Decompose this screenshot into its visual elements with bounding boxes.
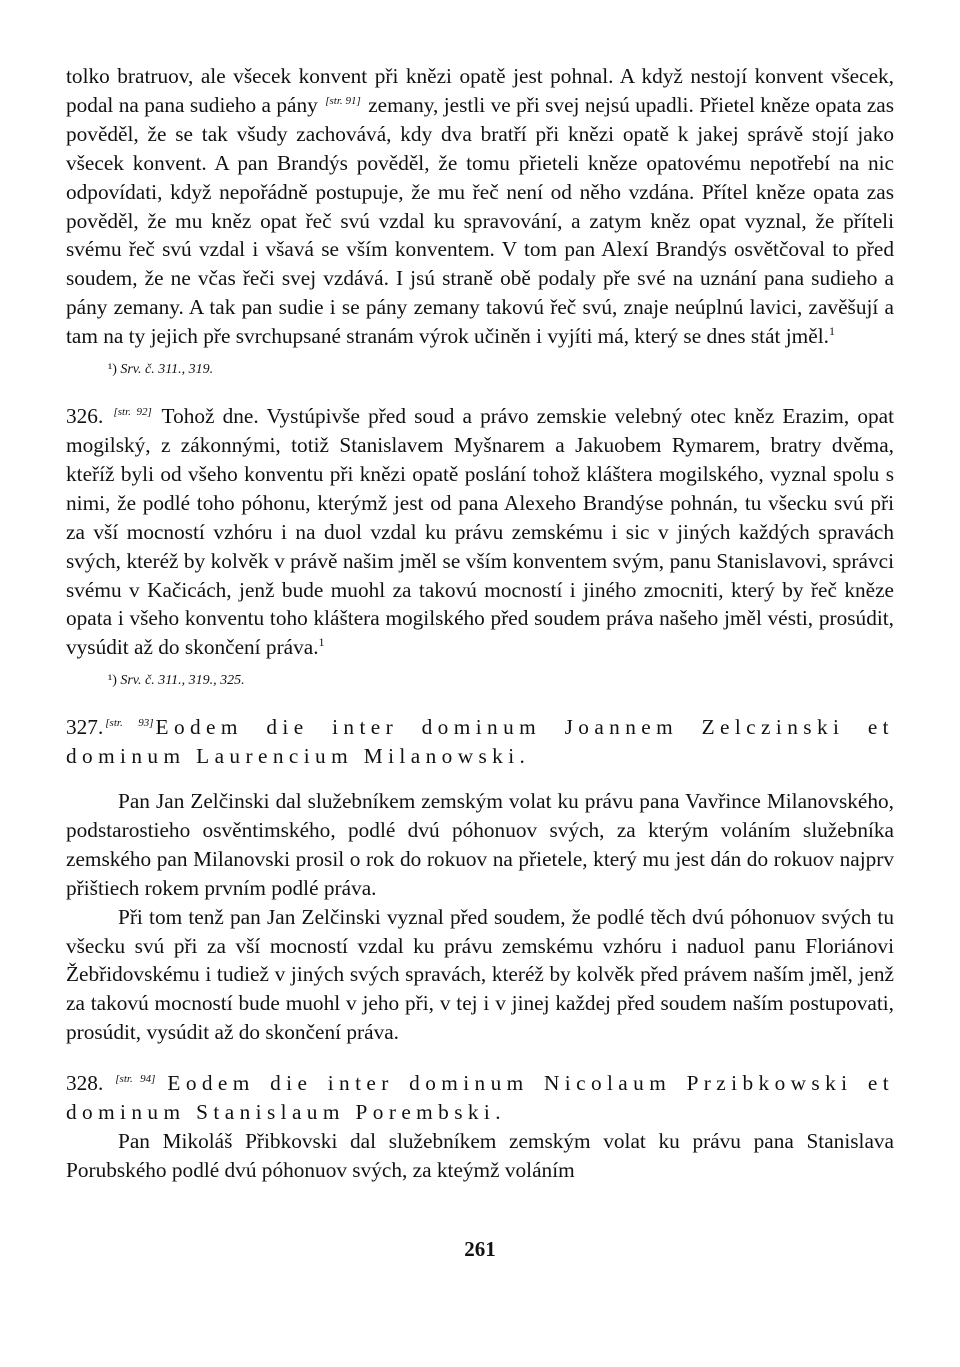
footnote-1 xyxy=(66,360,894,380)
section-327-number: 327. xyxy=(66,715,104,740)
section-328-number: 328. xyxy=(66,1071,104,1096)
footnote-1-text: Srv. č. 311., 319. xyxy=(120,362,214,378)
section-327-title: Eodem die inter dominum Joannem Zelczinski et dominum Laurencium Milanowski. xyxy=(66,715,894,769)
footnote-2-text: Srv. č. 311., 319., 325. xyxy=(120,673,245,689)
p1-text-a: tolko bratruov, ale všecek konvent při knězi opatě jest pohnal. A když nestojí konvent všecek, podal na pana sudieho a pány xyxy=(66,64,894,117)
section-327-heading xyxy=(66,713,894,771)
section-327-paragraph-2: Při tom tenž pan Jan Zelčinski vyznal před soudem, že podlé těch dvú póhonuov svých tu všecku svú při za vší mocností vzdal ku právu zemskému vzhóru i naduol panu Floriánovi Žebřidovskému i tudiež v jiných svých spravách, kteréž by kolvěk před právem naším jměl, jenž za takovú mocností bude muohl v jeho při, v tej i v jinej každej před soudem naším postupovati, prosúdit, vysúdit až do skončení práva. xyxy=(66,904,894,1045)
page-ref-94: [str. 94] xyxy=(115,1073,156,1086)
footnote-1-mark: ¹) xyxy=(108,362,117,378)
section-328-title: Eodem die inter dominum Nicolaum Przibkowski et dominum Stanislaum Porembski. xyxy=(66,1071,895,1125)
paragraph-1 xyxy=(66,62,894,351)
page-text xyxy=(66,62,894,1185)
section-328-heading xyxy=(66,1069,894,1127)
p1-text-b: zemany, jestli ve při svej nejsú upadli. Přietel kněze opata zas pověděl, že se tak všudy zachovává, kdy dva bratří při knězi opatě k jakej správě stojí jako všecek konvent. A pan Brandýs pověděl, že tomu přieteli kněze opatovému nepotřebí na nic odpovídati, když nepořádně postupuje, že mu řeč není od něho vzdána. Přítel kněze opata zas pověděl, že mu kněz opat řeč svú vzdal ku spravování, a zatym kněz opat vyznal, že příteli svému řeč svú vzdal i všavá se vším konventem. V tom pan Alexí Brandýs osvětčoval to před soudem, že ne včas řeči svej vzdává. I jsú straně obě podaly pře své na uznání pana sudieho a pány zemany. A tak pan sudie i se pány zemany takovú řeč svú, znaje neúplnú lavici, zavěšují a tam na ty jejich pře svrchupsané stranám výrok učiněn i vyjíti má, který se dnes stát jměl. xyxy=(66,92,895,349)
footnote-2 xyxy=(66,671,894,691)
page-ref-91: [str. 91] xyxy=(325,94,361,107)
page-number: 261 xyxy=(464,1237,496,1261)
page-ref-93: [str. 93] xyxy=(105,717,154,730)
footnote-ref-1: 1 xyxy=(828,324,835,339)
section-326 xyxy=(66,402,894,662)
footnote-ref-2: 1 xyxy=(318,635,325,650)
section-328-paragraph-1: Pan Mikoláš Přibkovski dal služebníkem zemským volat ku právu pana Stanislava Porubského podlé dvú póhonuov svých, za kteýmž voláním xyxy=(66,1129,894,1182)
page-ref-92: [str. 92] xyxy=(113,405,152,418)
footnote-2-mark: ¹) xyxy=(108,673,117,689)
section-327-paragraph-1: Pan Jan Zelčinski dal služebníkem zemským volat ku právu pana Vavřince Milanovského, podstarostieho osvěntimského, podlé dvú póhonuov svých, za kterým voláním služebníka zemského pan Milanovski prosil o rok do rokuov na přietele, který mu jest dán do rokuov najprv přištiech rokem prvním podlé práva. xyxy=(66,789,894,900)
section-326-text: Tohož dne. Vystúpivše před soud a právo zemskie velebný otec kněz Erazim, opat mogilský, z zákonnými, totiž Stanislavem Myšnarem a Jakuobem Rymarem, bratry dvěma, kteříž byli od všeho konventu při knězi opatě poslání tohož kláštera mogilského, vyznal spolu s nimi, že podlé toho póhonu, kterýmž jest od pana Alexeho Brandýse pohnán, tu všecku svú při za vší mocností vzhóru i na duol vzdal ku právu zemskému i sic v jiných každých spravách svých, kteréž by kolvěk v právě našim jměl se vším konventem svým, panu Stanislavovi, správci svému v Kačicách, jenž bude muohl za takovú mocností i jiného zmocniti, který by řeč kněze opata i všeho konventu toho kláštera mogilského před soudem práva našeho jměl vésti, prosúdit, vysúdit až do skončení práva. xyxy=(66,404,894,660)
section-326-number: 326. xyxy=(66,404,104,429)
